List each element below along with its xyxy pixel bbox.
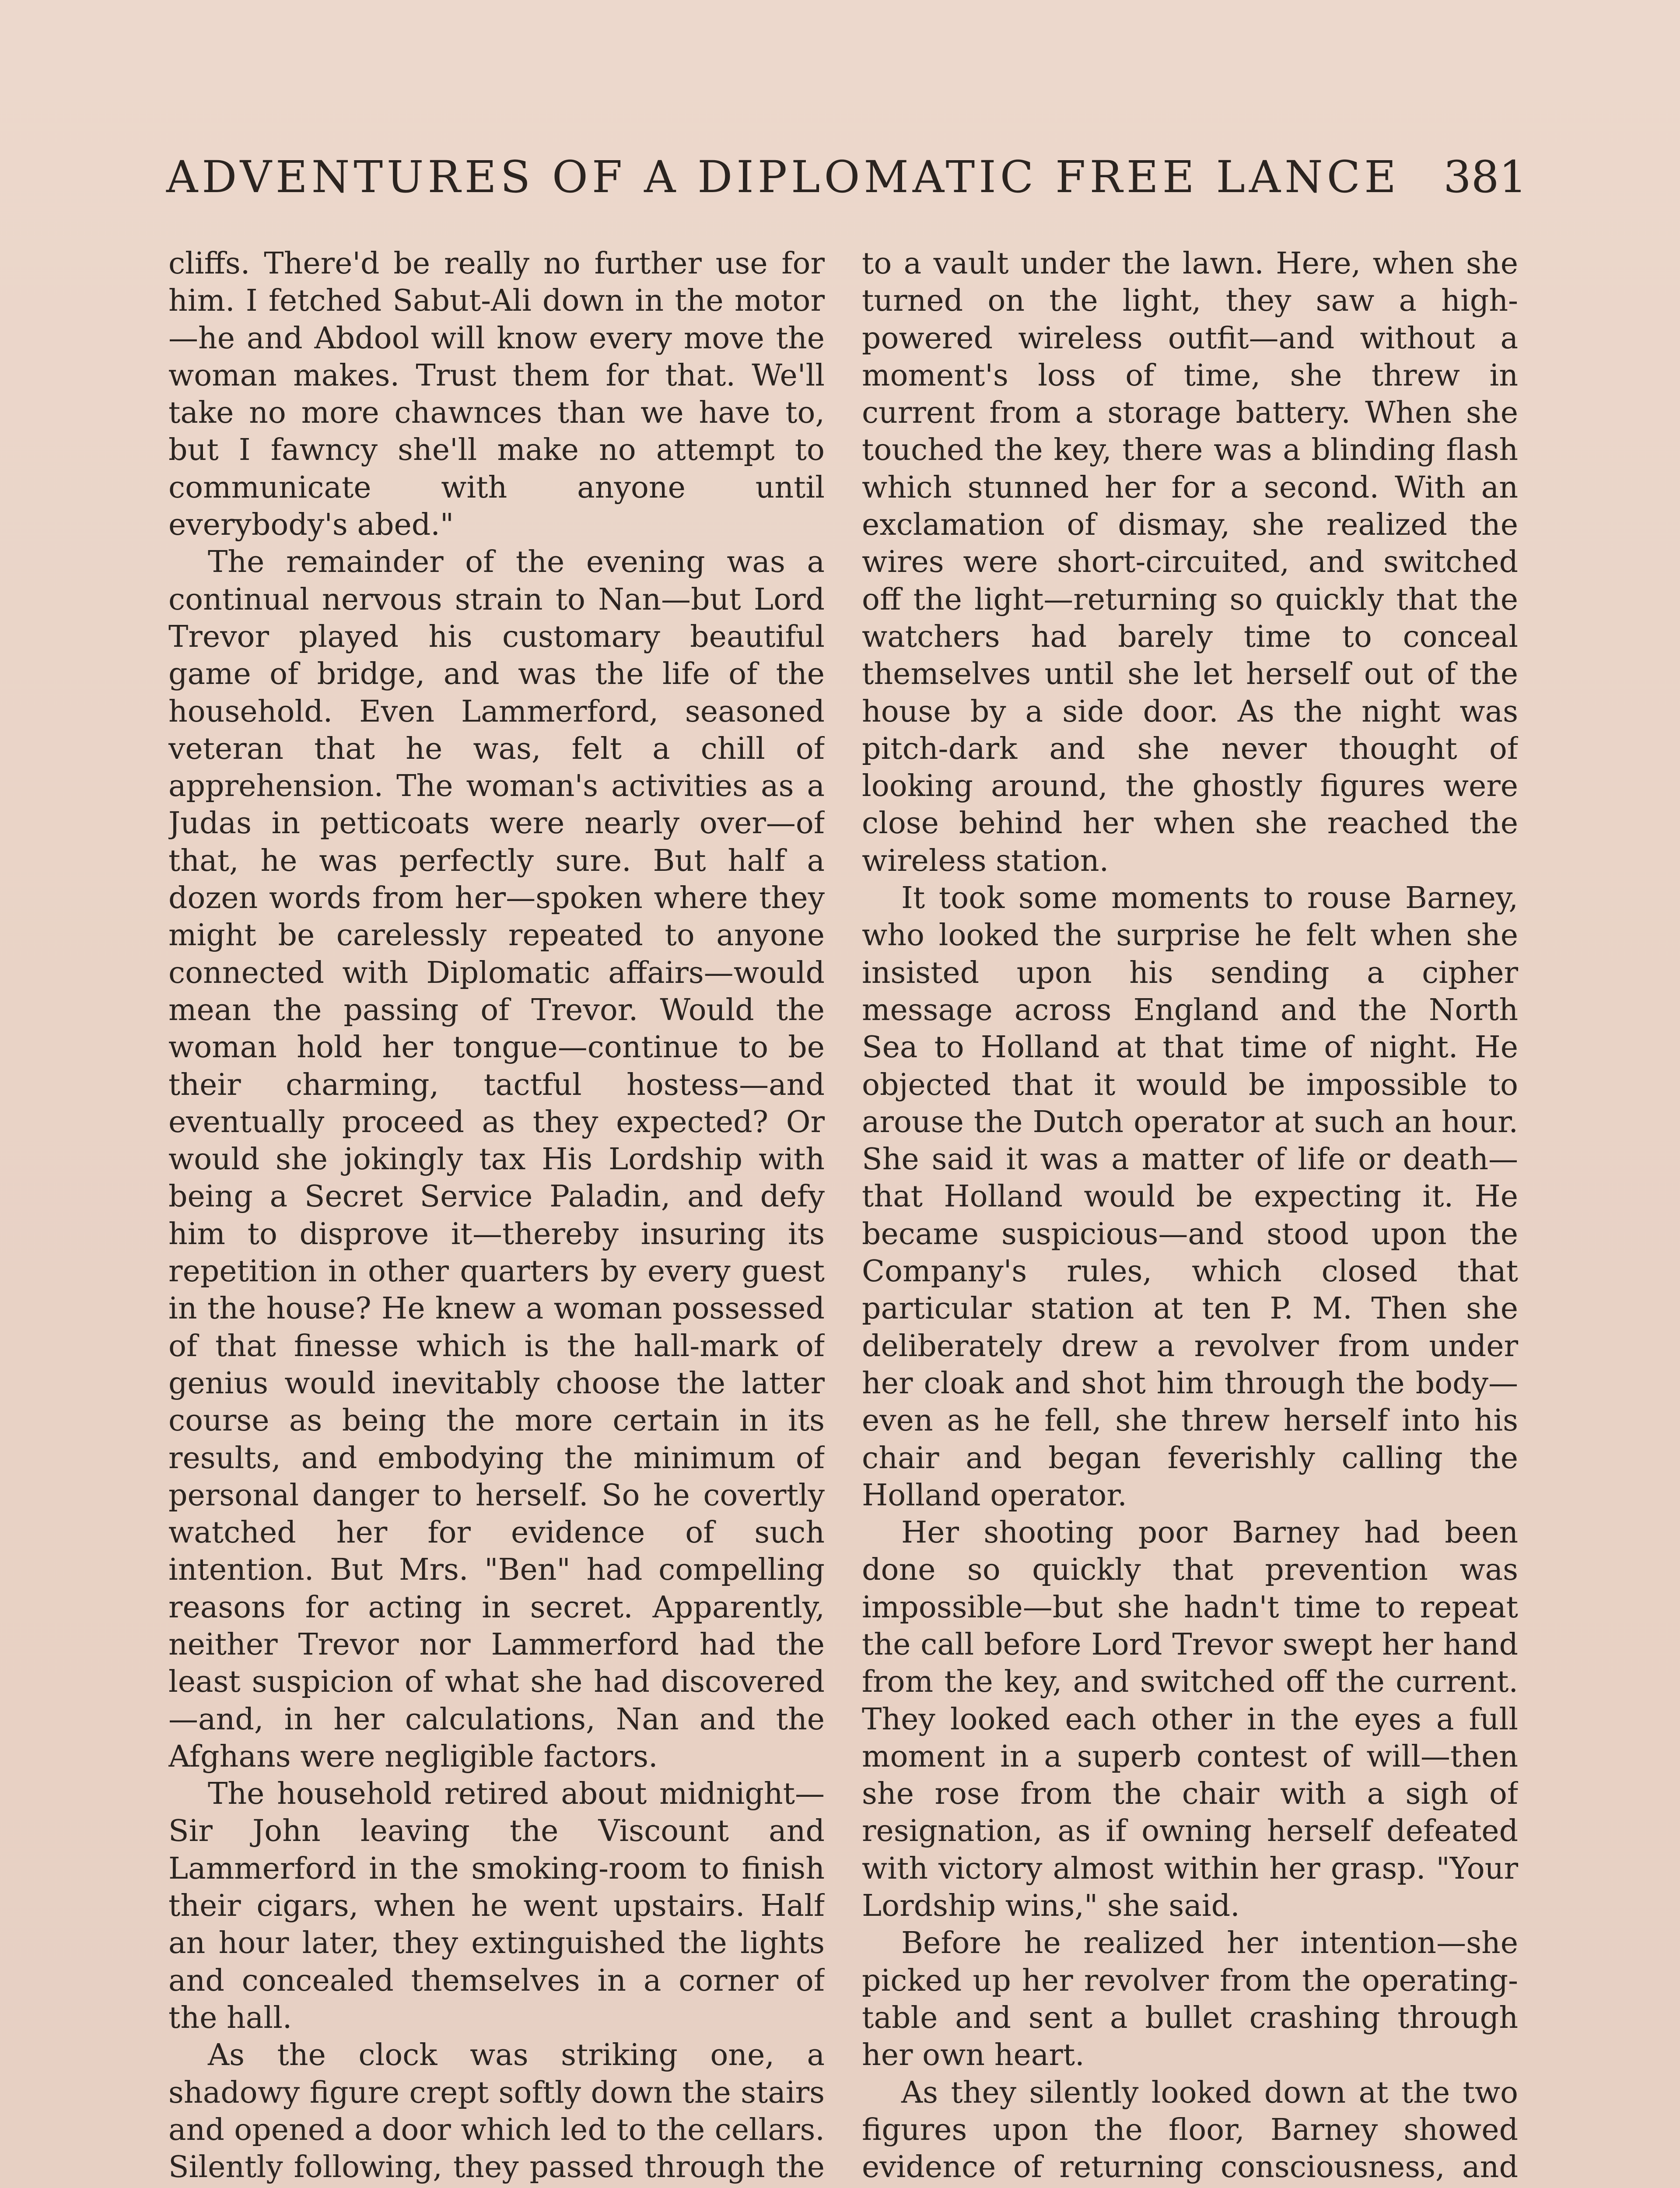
right-column [862,245,1518,2188]
running-head [166,149,1527,206]
paragraph: to a vault under the lawn. Here, when she turned on the light, they saw a high-powered wireless outfit—and without a moment's loss of time, she threw in current from a storage battery. When she touched the key, there was a blinding flash which stunned her for a second. With an exclamation of dismay, she realized the wires were short-circuited, and switched off the light—returning so quickly that the watchers had barely time to conceal themselves until she let herself out of the house by a side door. As the night was pitch-dark and she never thought of looking around, the ghostly figures were close behind her when she reached the wireless station. [862,246,1518,878]
paragraph: It took some moments to rouse Barney, who looked the surprise he felt when she insisted upon his sending a cipher message across England and the North Sea to Holland at that time of night. He objected that it would be impossible to arouse the Dutch operator at such an hour. She said it was a matter of life or death—that Holland would be expecting it. He became suspicious—and stood upon the Company's rules, which closed that particular station at ten P. M. Then she deliberately drew a revolver from under her cloak and shot him through the body—even as he fell, she threw herself into his chair and began feverishly calling the Holland operator. [862,881,1518,1513]
paragraph: Before he realized her intention—she picked up her revolver from the operating-table and sent a bullet crashing through her own heart. [862,1926,1518,2073]
running-title: ADVENTURES OF A DIPLOMATIC FREE LANCE [166,151,1400,203]
paragraph: The remainder of the evening was a continual nervous strain to Nan—but Lord Trevor played his customary beautiful game of bridge, and was the life of the household. Even Lammerford, seasoned veteran that he was, felt a chill of apprehension. The woman's activities as a Judas in petticoats were nearly over—of that, he was perfectly sure. But half a dozen words from her—spoken where they might be carelessly repeated to anyone connected with Diplomatic affairs—would mean the passing of Trevor. Would the woman hold her tongue—continue to be their charming, tactful hostess—and eventually proceed as they expected? Or would she jokingly tax His Lordship with being a Secret Service Paladin, and defy him to disprove it—thereby insuring its repetition in other quarters by every guest in the house? He knew a woman possessed of that finesse which is the hall-mark of genius would inevitably choose the latter course as being the more certain in its results, and embodying the minimum of personal danger to herself. So he covertly watched her for evidence of such intention. But Mrs. "Ben" had compelling reasons for acting in secret. Apparently, neither Trevor nor Lammerford had the least suspicion of what she had discovered—and, in her calculations, Nan and the Afghans were negligible factors. [168,545,825,1774]
paragraph: cliffs. There'd be really no further use for him. I fetched Sabut-Ali down in the motor—he and Abdool will know every move the woman makes. Trust them for that. We'll take no more chawnces than we have to, but I fawncy she'll make no attempt to communicate with anyone until everybody's abed." [168,246,825,543]
paragraph: The household retired about midnight—Sir John leaving the Viscount and Lammerford in the smoking-room to finish their cigars, when he went upstairs. Half an hour later, they extinguished the lights and concealed themselves in a corner of the hall. [168,1777,825,2035]
paragraph: As they silently looked down at the two figures upon the floor, Barney showed evidence of returning consciousness, and [862,2075,1518,2185]
paragraph: As the clock was striking one, a shadowy figure crept softly down the stairs and opened a door which led to the cellars. Silently following, they passed through the [168,2038,825,2185]
page-number: 381 [1443,151,1527,203]
left-column [168,245,825,2188]
paragraph: Her shooting poor Barney had been done so quickly that prevention was impossible—but she hadn't time to repeat the call before Lord Trevor swept her hand from the key, and switched off the current. They looked each other in the eyes a full moment in a superb contest of will—then she rose from the chair with a sigh of resignation, as if owning herself defeated with victory almost within her grasp. "Your Lordship wins," she said. [862,1515,1518,1924]
